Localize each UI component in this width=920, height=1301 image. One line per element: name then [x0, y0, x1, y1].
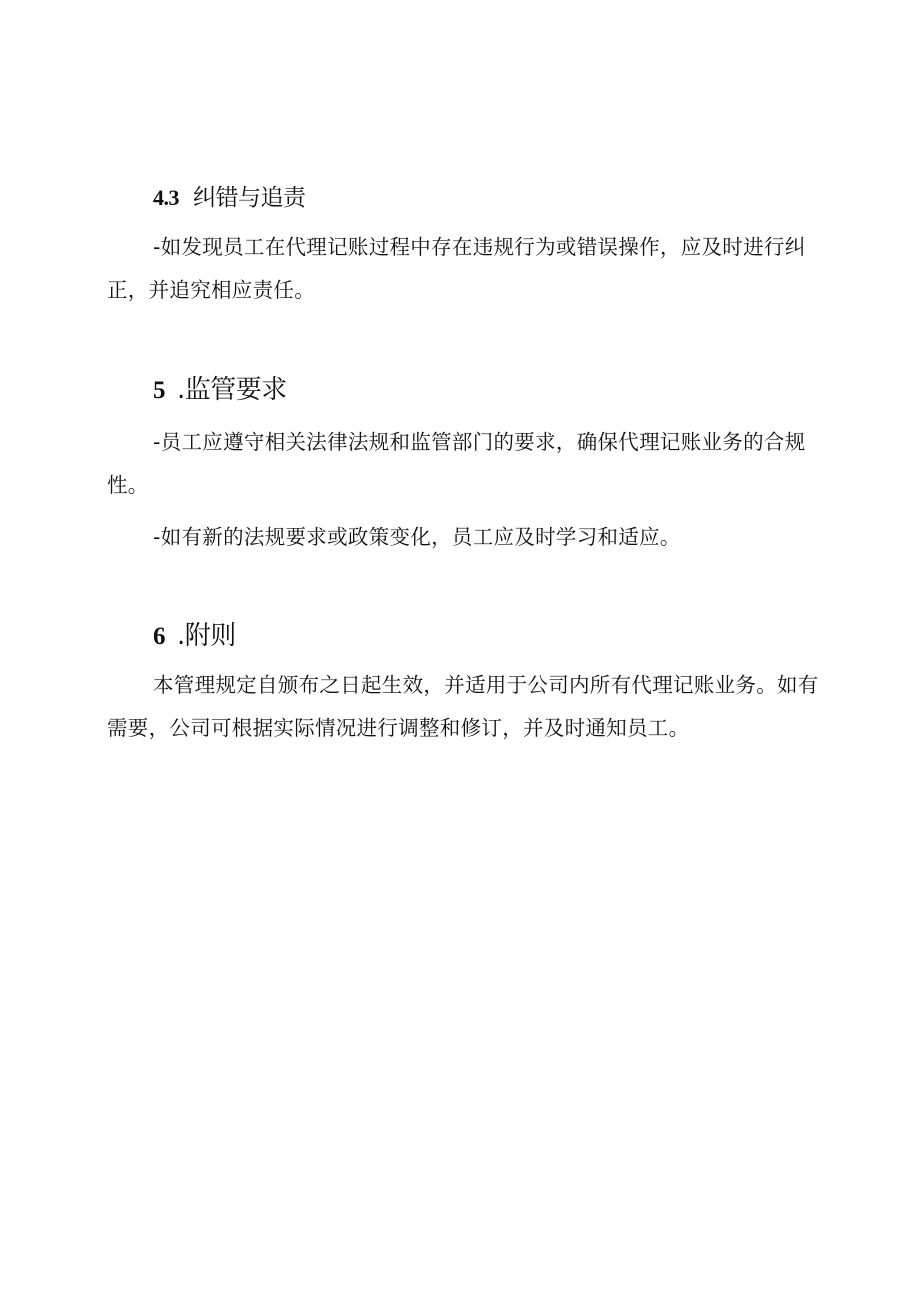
- paragraph: -员工应遵守相关法律法规和监管部门的要求，确保代理记账业务的合规性。: [107, 430, 806, 497]
- section-title: 纠错与追责: [193, 185, 306, 211]
- section-number: 4.3: [153, 185, 179, 210]
- section-number: 5: [153, 377, 165, 404]
- section-number: 6: [153, 623, 165, 650]
- section-heading: [153, 373, 287, 408]
- paragraph: -如发现员工在代理记账过程中存在违规行为或错误操作，应及时进行纠正，并追究相应责任。: [107, 235, 806, 302]
- section-heading: [153, 183, 306, 213]
- section-heading: [153, 619, 236, 654]
- paragraph: -如有新的法规要求或政策变化，员工应及时学习和适应。: [153, 525, 681, 549]
- paragraph: 本管理规定自颁布之日起生效，并适用于公司内所有代理记账业务。如有需要，公司可根据实际情况进行调整和修订，并及时通知员工。: [107, 673, 819, 740]
- section-title: .监管要求: [177, 375, 287, 405]
- section-title: .附则: [177, 621, 236, 651]
